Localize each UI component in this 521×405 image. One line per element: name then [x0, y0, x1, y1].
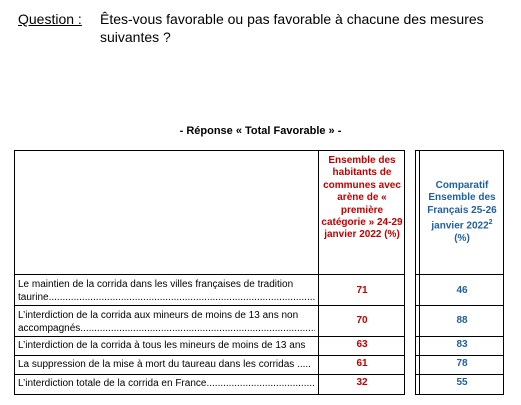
question-label: Question :	[18, 11, 82, 27]
leader-dots	[80, 323, 315, 334]
row-value-communes: 32	[356, 377, 368, 388]
row-value-communes: 63	[356, 339, 368, 350]
row-label	[18, 278, 315, 304]
row-value-communes: 71	[356, 285, 368, 296]
row-value-france: 46	[456, 285, 468, 296]
header-divider	[14, 274, 405, 275]
row-label	[18, 339, 315, 353]
footnote-marker: 2	[488, 219, 493, 227]
row-divider	[14, 336, 405, 337]
row-divider	[415, 355, 504, 356]
header-divider-right	[415, 274, 504, 275]
row-value-communes: 61	[356, 358, 368, 369]
row-value-france: 88	[456, 315, 468, 326]
row-value-france: 78	[456, 358, 468, 369]
table-subtitle: - Réponse « Total Favorable » -	[179, 125, 342, 137]
column-header-communes-text: Ensemble des habitants de communes avec arène de « première catégorie » 24-29 janvier 2022 (%)	[321, 155, 403, 241]
row-divider	[14, 355, 405, 356]
row-divider	[415, 374, 504, 375]
leader-dots	[49, 292, 315, 303]
row-divider	[415, 305, 504, 306]
row-label-text: Le maintien de la corrida dans les villes françaises de tradition taurine	[18, 279, 294, 303]
row-label	[18, 377, 315, 391]
row-label-text: La suppression de la mise à mort du taureau dans les corridas .....	[18, 359, 311, 370]
row-label-text: L’interdiction de la corrida à tous les mineurs de moins de 13 ans	[18, 340, 306, 351]
row-label-text: L’interdiction totale de la corrida en France	[18, 378, 207, 389]
row-value-communes: 70	[356, 315, 368, 326]
row-divider	[415, 336, 504, 337]
row-label	[18, 358, 315, 372]
question-text: Êtes-vous favorable ou pas favorable à chacune des mesures suivantes ?	[100, 11, 484, 45]
leader-dots	[206, 378, 315, 389]
row-value-france: 83	[456, 339, 468, 350]
row-divider	[14, 305, 405, 306]
row-label-text: L’interdiction de la corrida aux mineurs de moins de 13 ans non accompagnés	[18, 310, 299, 334]
column-header-france-unit: (%)	[454, 232, 470, 244]
row-label	[18, 309, 315, 335]
row-divider	[14, 374, 405, 375]
row-value-france: 55	[456, 377, 468, 388]
column-header-france	[421, 180, 503, 245]
column-header-communes	[320, 155, 404, 242]
column-header-france-text: Comparatif Ensemble des Français 25-26 janvier 2022	[427, 180, 497, 232]
